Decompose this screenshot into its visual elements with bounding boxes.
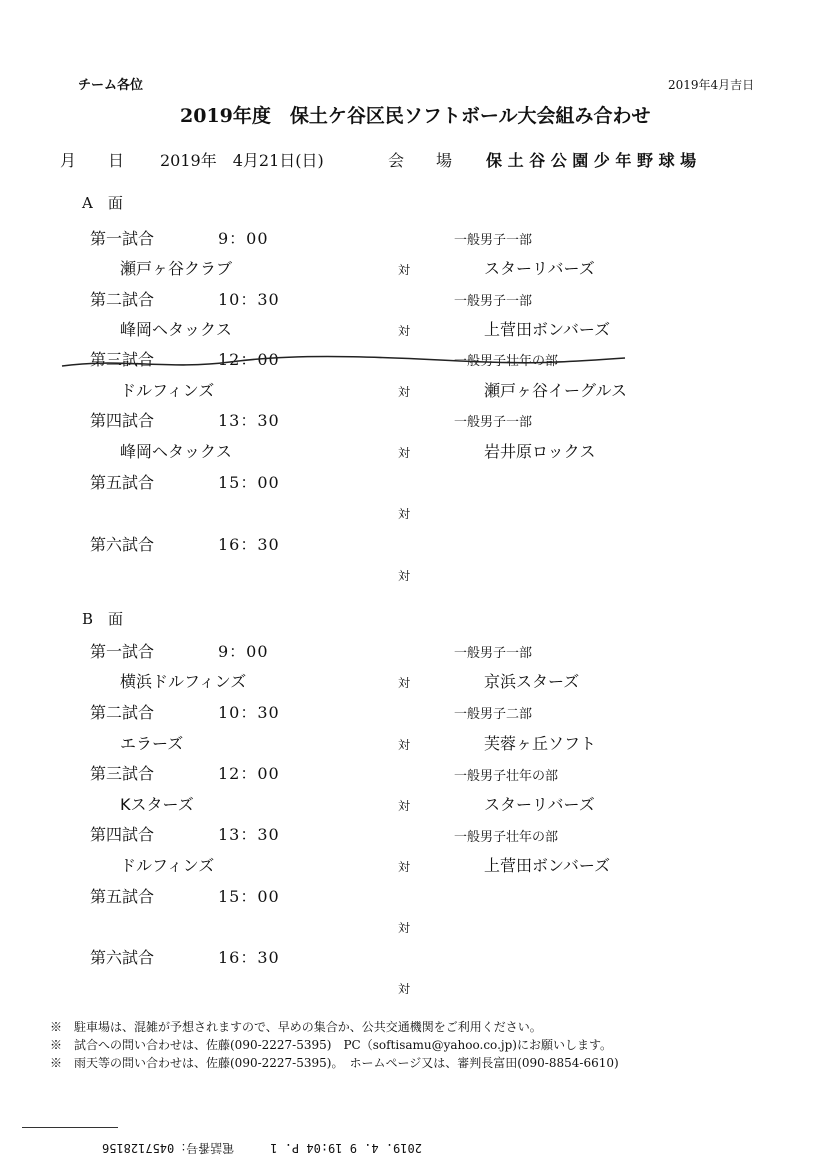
team-left: 峰岡ヘタックス [120,320,232,339]
game-time: 9：00 [218,642,269,661]
vs-mark: 対 [398,263,411,277]
game-label: 第六試合 [90,948,155,967]
note-parking: ※ 駐車場は、混雑が予想されますので、早めの集合か、公共交通機関をご利用ください。 [50,1020,542,1034]
game-time: 15：00 [218,473,280,492]
date-value: 2019年 4月21日(日) [160,151,324,170]
vs-mark: 対 [398,385,411,399]
vs-mark: 対 [398,921,411,935]
page-title: 2019年度 保土ケ谷区民ソフトボール大会組み合わせ [180,105,651,127]
team-right: スターリバーズ [484,795,595,814]
note-match-contact: ※ 試合への問い合わせは、佐藤(090-2227-5395) PC（softisamu@yahoo.co.jp)にお願いします。 [50,1038,613,1052]
game-label: 第一試合 [90,229,155,248]
game-label: 第四試合 [90,411,155,430]
vs-mark: 対 [398,507,411,521]
game-division: 一般男子一部 [454,646,533,661]
section-b-heading: B 面 [82,610,124,628]
vs-mark: 対 [398,799,411,813]
game-label: 第一試合 [90,642,155,661]
game-label: 第三試合 [90,350,155,369]
team-right: 上菅田ボンバーズ [484,320,611,339]
game-time: 12：00 [218,350,280,369]
handwritten-strike-line [60,350,630,372]
section-a-heading: A 面 [82,194,123,212]
game-time: 12：00 [218,764,280,783]
game-label: 第四試合 [90,825,155,844]
team-right: 上菅田ボンバーズ [484,856,611,875]
team-left: 横浜ドルフィンズ [120,672,247,691]
header-date: 2019年4月吉日 [668,78,755,92]
vs-mark: 対 [398,738,411,752]
game-time: 13：30 [218,411,280,430]
venue-value: 保 土 谷 公 園 少 年 野 球 場 [486,151,697,170]
game-time: 13：30 [218,825,280,844]
team-left: 峰岡ヘタックス [120,442,232,461]
game-division: 一般男子壮年の部 [454,830,559,845]
team-right: 岩井原ロックス [484,442,596,461]
vs-mark: 対 [398,446,411,460]
game-label: 第五試合 [90,473,155,492]
fax-header-line: 2019. 4. 9 19:04 P. 1 電話番号：0457128156 [102,1141,422,1155]
game-time: 15：00 [218,887,280,906]
note-rain-contact: ※ 雨天等の問い合わせは、佐藤(090-2227-5395)。 ホームページ又は、審判長富田(090-8854-6610) [50,1056,619,1070]
vs-mark: 対 [398,676,411,690]
game-label: 第六試合 [90,535,155,554]
game-label: 第三試合 [90,764,155,783]
team-right: 芙蓉ヶ丘ソフト [484,734,597,753]
header-recipients: チーム各位 [78,78,144,93]
game-division: 一般男子一部 [454,294,533,309]
game-division: 一般男子一部 [454,415,533,430]
team-left: Kスターズ [120,795,194,814]
team-right: スターリバーズ [484,259,595,278]
team-left: エラーズ [120,734,184,753]
game-time: 10：30 [218,290,280,309]
team-right: 瀬戸ヶ谷イーグルス [484,381,628,400]
game-label: 第五試合 [90,887,155,906]
team-left: ドルフィンズ [120,381,215,400]
venue-label: 会 場 [388,151,453,170]
game-label: 第二試合 [90,290,155,309]
game-time: 10：30 [218,703,280,722]
date-label: 月 日 [60,151,125,170]
team-left: ドルフィンズ [120,856,215,875]
vs-mark: 対 [398,569,411,583]
vs-mark: 対 [398,860,411,874]
game-time: 16：30 [218,535,280,554]
game-time: 16：30 [218,948,280,967]
game-division: 一般男子二部 [454,707,533,722]
game-division: 一般男子壮年の部 [454,769,559,784]
vs-mark: 対 [398,324,411,338]
game-time: 9：00 [218,229,269,248]
game-label: 第二試合 [90,703,155,722]
vs-mark: 対 [398,982,411,996]
team-right: 京浜スターズ [484,672,580,691]
team-left: 瀬戸ヶ谷クラブ [120,259,233,278]
game-division: 一般男子壮年の部 [454,354,559,369]
footer-rule [22,1127,118,1128]
game-division: 一般男子一部 [454,233,533,248]
